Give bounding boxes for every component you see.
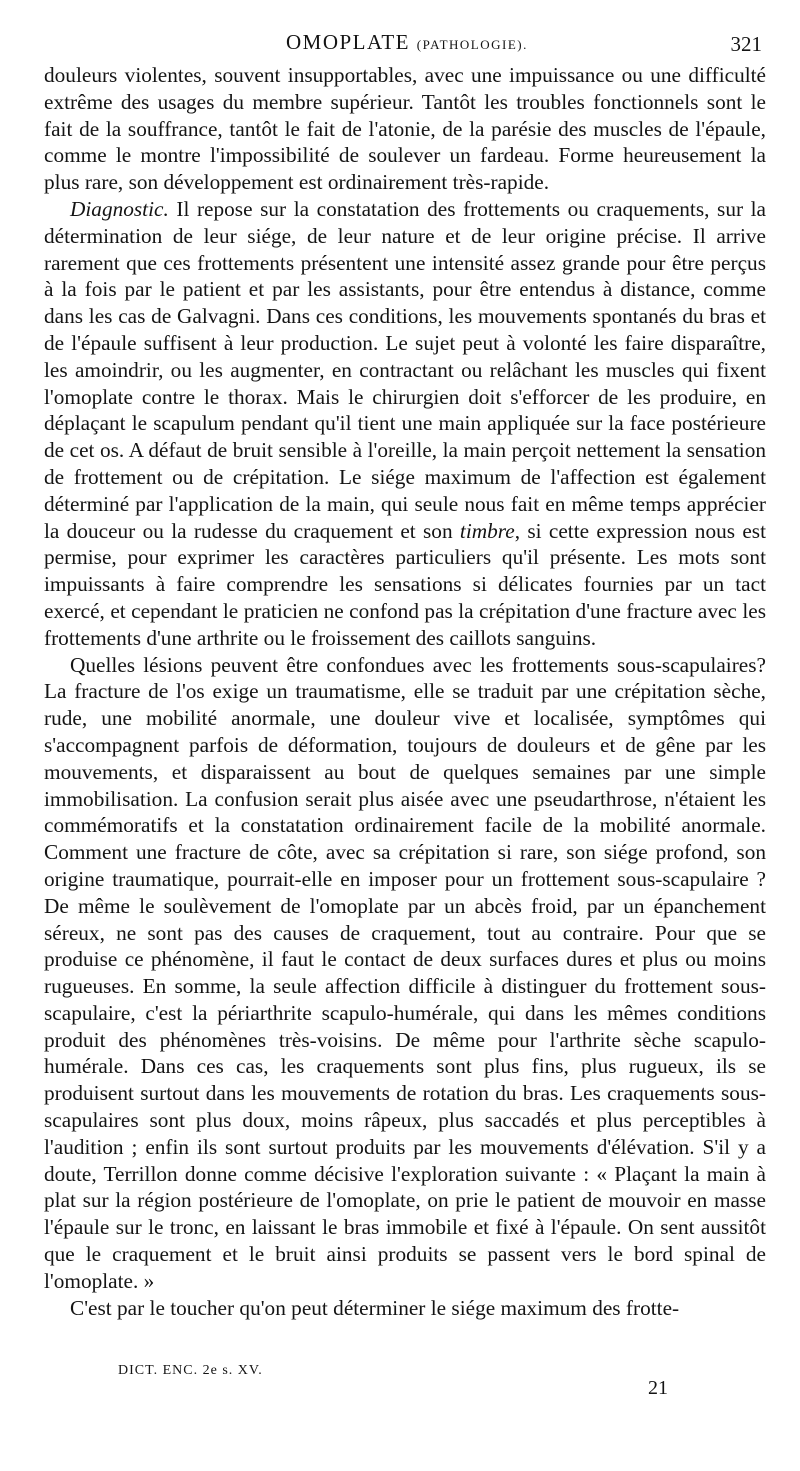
running-title [286,30,528,55]
running-header [44,30,766,62]
paragraph-diagnostic [44,196,766,652]
diagnostic-label: Diagnostic. [70,196,169,221]
header-title: OMOPLATE [286,30,411,54]
paragraph-2-text: Il repose sur la constatation des frottements ou craquements, sur la détermination de leur siége, de leur nature et de leur origine précise. Il arrive rarement que ces frottements présentent une intensité assez grande pour être perçus à la fois par le patient et par les assistants, pour être entendus à distance, comme dans les cas de Galvagni. Dans ces conditions, les mouvements spontanés du bras et de l'épaule suffisent à leur production. Le sujet peut à volonté les faire disparaître, les amoindrir, ou les augmenter, en contractant ou relâchant les muscles qui fixent l'omoplate contre le thorax. Mais le chirurgien doit s'efforcer de les produire, en déplaçant le scapulum pendant qu'il tient une main appliquée sur la face postérieure de cet os. A défaut de bruit sensible à l'oreille, la main perçoit nettement la sensation de frottement ou de crépitation. Le siége maximum de l'affection est également déterminé par l'application de la main, qui seule nous fait en même temps apprécier la douceur ou la rudesse du craquement et son [44,196,767,543]
page-number: 321 [730,32,762,56]
paragraph-3: Quelles lésions peuvent être confondues avec les frottements sous-scapulaires? La fracture de l'os exige un traumatisme, elle se traduit par une crépitation sèche, rude, une mobilité anormale, une douleur vive et localisée, symptômes qui s'accompagnent parfois de déformation, toujours de douleurs et de gêne par les mouvements, et disparaissent au bout de quelques semaines par une simple immobilisation. La confusion serait plus aisée avec une pseudarthrose, n'étaient les commémoratifs et la constatation ordinairement facile de la mobilité anormale. Comment une fracture de côte, avec sa crépitation si rare, son siége profond, son origine traumatique, pourrait-elle en imposer pour un frottement sous-scapulaire ? De même le soulèvement de l'omoplate par un abcès froid, par un épanchement séreux, ne sont pas des causes de craquement, tout au contraire. Pour que se produise ce phénomène, il faut le contact de deux surfaces dures et plus ou moins rugueuses. En somme, la seule affection difficile à distinguer du frottement sous-scapulaire, c'est la périarthrite scapulo-humérale, qui dans les mêmes conditions produit des phénomènes très-voisins. De même pour l'arthrite sèche scapulo-humérale. Dans ces cas, les craquements sont plus fins, plus rugueux, ils se produisent surtout dans les mouvements de rotation du bras. Les craquements sous-scapulaires sont plus doux, moins râpeux, plus saccadés et plus perceptibles à l'audition ; enfin ils sont surtout produits par les mouvements d'élévation. S'il y a doute, Terrillon donne comme décisive l'exploration suivante : « Plaçant la main à plat sur la région postérieure de l'omoplate, on prie le patient de mouvoir en masse l'épaule sur le tronc, en laissant le bras immobile et fixé à l'épaule. On sent aussitôt que le craquement et le bruit ainsi produits se passent vers le bord spinal de l'omoplate. » [44,652,766,1293]
body-text [44,62,766,1321]
signature-mark: 21 [648,1377,668,1399]
italic-timbre: timbre [459,518,515,543]
paragraph-1: douleurs violentes, souvent insupportables, avec une impuissance ou une difficulté extrême des usages du membre supérieur. Tantôt les troubles fonctionnels sont le fait de la souffrance, tantôt le fait de l'atonie, de la parésie des muscles de l'épaule, comme le montre l'impossibilité de soulever un fardeau. Forme heureusement la plus rare, son développement est ordinairement très-rapide. [44,63,766,195]
header-subtitle: (PATHOLOGIE). [416,37,528,52]
paragraph-4: C'est par le toucher qu'on peut déterminer le siége maximum des frotte- [70,1295,680,1320]
footer-reference: DICT. ENC. 2e s. XV. [118,1363,263,1378]
paragraph-2-tail: , si cette expression nous est permise, pour exprimer les caractères particuliers qu'il présente. Les mots sont impuissants à faire comprendre les sensations si délicates fournies par un tact exercé, et cependant le praticien ne confond pas la crépitation d'une fracture avec les frottements d'une arthrite ou le froissement des caillots sanguins. [44,518,767,650]
